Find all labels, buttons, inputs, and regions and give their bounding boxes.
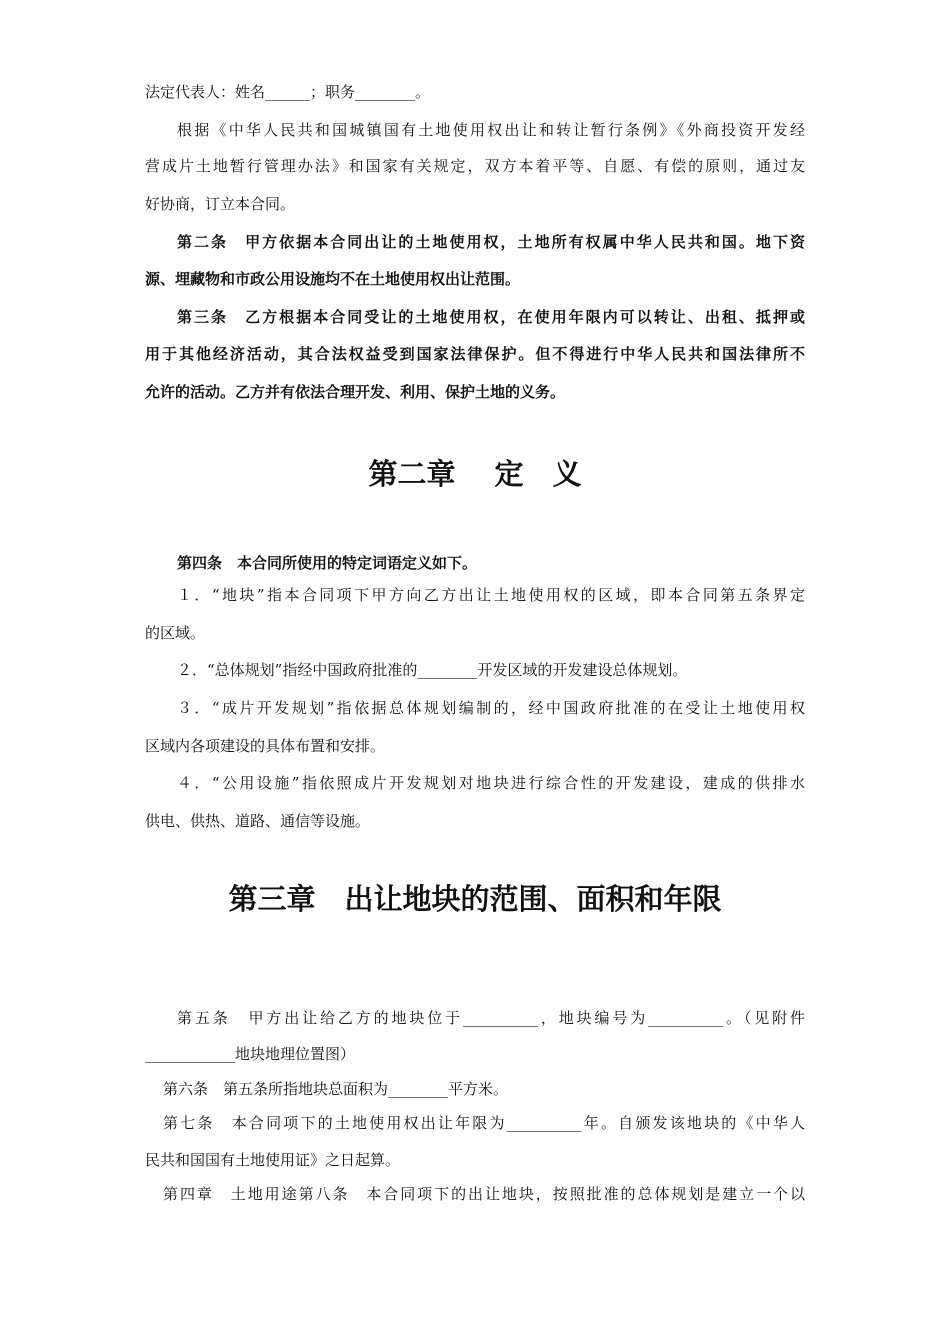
chapter-2-heading: 第二章 定 义	[368, 457, 582, 491]
article-2-line-1: 第二条 甲方依据本合同出让的土地使用权，土地所有权属中华人民共和国。地下资	[177, 233, 805, 251]
definition-4-line-1: ４．“公用设施”指依照成片开发规划对地块进行综合性的开发建设，建成的供排水	[177, 774, 805, 792]
definition-2: ２．“总体规划”指经中国政府批准的________开发区域的开发建设总体规划。	[177, 661, 688, 679]
preamble-line-3: 好协商，订立本合同。	[145, 195, 296, 213]
definition-3-line-1: ３．“成片开发规划”指依据总体规划编制的，经中国政府批准的在受让土地使用权	[177, 699, 805, 717]
chapter-4-article-8-line-1: 第四章 土地用途第八条 本合同项下的出让地块，按照批准的总体规划是建立一个以	[163, 1185, 805, 1203]
article-4-title: 第四条 本合同所使用的特定词语定义如下。	[177, 554, 478, 572]
article-7-line-1: 第七条 本合同项下的土地使用权出让年限为__________年。自颁发该地块的《中华人	[163, 1114, 805, 1132]
definition-1-line-1: １．“地块”指本合同项下甲方向乙方出让土地使用权的区域，即本合同第五条界定	[177, 586, 805, 604]
legal-representative-line: 法定代表人：姓名______；职务________。	[145, 83, 431, 101]
article-5-line-2: ____________地块地理位置图）	[145, 1045, 356, 1063]
definition-3-line-2: 区域内各项建设的具体布置和安排。	[145, 737, 386, 755]
chapter-3-heading: 第三章 出让地块的范围、面积和年限	[228, 882, 722, 916]
preamble-line-1: 根据《中华人民共和国城镇国有土地使用权出让和转让暂行条例》《外商投资开发经	[177, 121, 805, 139]
article-3-line-2: 用于其他经济活动，其合法权益受到国家法律保护。但不得进行中华人民共和国法律所不	[145, 345, 805, 363]
article-6: 第六条 第五条所指地块总面积为________平方米。	[163, 1080, 509, 1098]
article-7-line-2: 民共和国国有土地使用证》之日起算。	[145, 1151, 401, 1169]
article-5-line-1: 第五条 甲方出让给乙方的地块位于__________，地块编号为__________。（见附件	[177, 1009, 805, 1027]
article-3-line-3: 允许的活动。乙方并有依法合理开发、利用、保护土地的义务。	[145, 383, 566, 401]
definition-1-line-2: 的区域。	[145, 624, 206, 642]
article-2-line-2: 源、埋藏物和市政公用设施均不在土地使用权出让范围。	[145, 270, 521, 288]
preamble-line-2: 营成片土地暂行管理办法》和国家有关规定，双方本着平等、自愿、有偿的原则，通过友	[145, 157, 805, 175]
article-3-line-1: 第三条 乙方根据本合同受让的土地使用权，在使用年限内可以转让、出租、抵押或	[177, 308, 805, 326]
definition-4-line-2: 供电、供热、道路、通信等设施。	[145, 812, 371, 830]
